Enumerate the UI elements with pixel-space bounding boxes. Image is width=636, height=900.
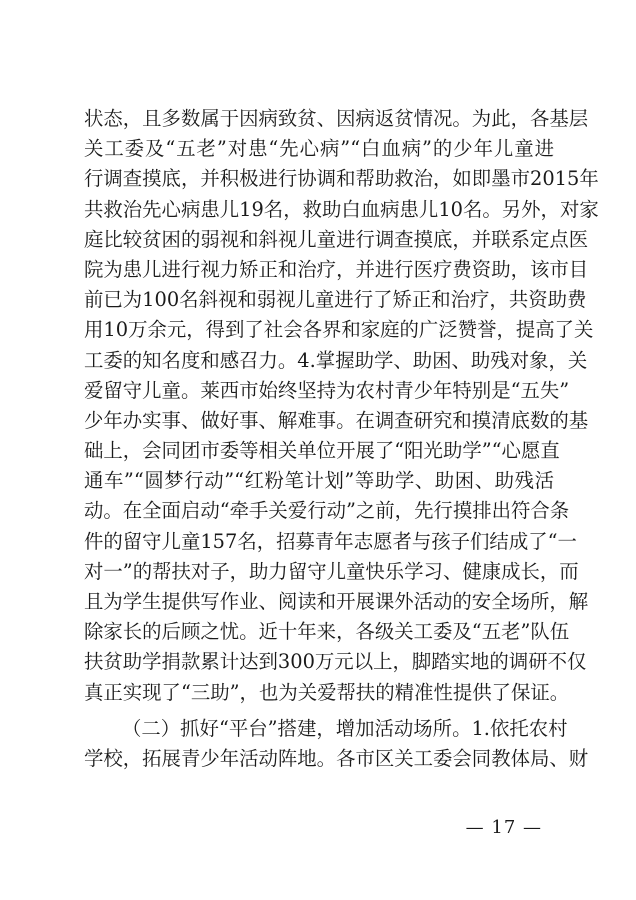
text-line: 学校，拓展青少年活动阵地。各市区关工委会同教体局、财 [84, 746, 589, 770]
text-line: 状态，且多数属于因病致贫、因病返贫情况。为此，各基层 [84, 107, 589, 130]
text-line: 件的留守儿童157名，招募青年志愿者与孩子们结成了“一 [84, 529, 577, 553]
text-line: 庭比较贫困的弱视和斜视儿童进行调查摸底，并联系定点医 [84, 227, 589, 251]
text-line: 动。在全面启动“牵手关爱行动”之前，先行摸排出符合条 [84, 499, 570, 523]
text-line: 少年办实事、做好事、解难事。在调查研究和摸清底数的基 [84, 408, 589, 432]
text-line: 除家长的后顾之忧。近十年来，各级关工委及“五老”队伍 [84, 620, 570, 644]
body-text [84, 104, 599, 774]
text-line: 行调查摸底，并积极进行协调和帮助救治，如即墨市2015年 [84, 167, 599, 191]
text-line: 础上，会同团市委等相关单位开展了“阳光助学”“心愿直 [84, 439, 560, 463]
section-heading-line: （二）抓好“平台”搭建，增加活动场所。1.依托农村 [122, 716, 568, 740]
paragraph [84, 714, 589, 774]
text-line: 共救治先心病患儿19名，救助白血病患儿10名。另外，对家 [84, 197, 599, 221]
text-line: 真正实现了“三助”，也为关爱帮扶的精准性提供了保证。 [84, 680, 570, 704]
text-line: 对一”的帮扶对子，助力留守儿童快乐学习、健康成长，而 [84, 559, 579, 583]
text-line: 院为患儿进行视力矫正和治疗，并进行医疗费资助，该市目 [84, 257, 589, 281]
text-line: 工委的知名度和感召力。4.掌握助学、助困、助残对象，关 [84, 348, 588, 372]
page-number: — 17 — [465, 817, 542, 838]
text-line: 爱留守儿童。莱西市始终坚持为农村青少年特别是“五失” [84, 378, 570, 402]
text-line: 关工委及“五老”对患“先心病”“白血病”的少年儿童进 [84, 137, 554, 161]
text-line: 扶贫助学捐款累计达到300万元以上，脚踏实地的调研不仅 [84, 650, 587, 674]
text-line: 通车”“圆梦行动”“红粉笔计划”等助学、助困、助残活 [84, 469, 554, 493]
paragraph [84, 104, 599, 708]
text-line: 且为学生提供写作业、阅读和开展课外活动的安全场所，解 [84, 590, 589, 613]
text-line: 前已为100名斜视和弱视儿童进行了矫正和治疗，共资助费 [84, 288, 587, 312]
text-line: 用10万余元，得到了社会各界和家庭的广泛赞誉，提高了关 [84, 318, 594, 342]
